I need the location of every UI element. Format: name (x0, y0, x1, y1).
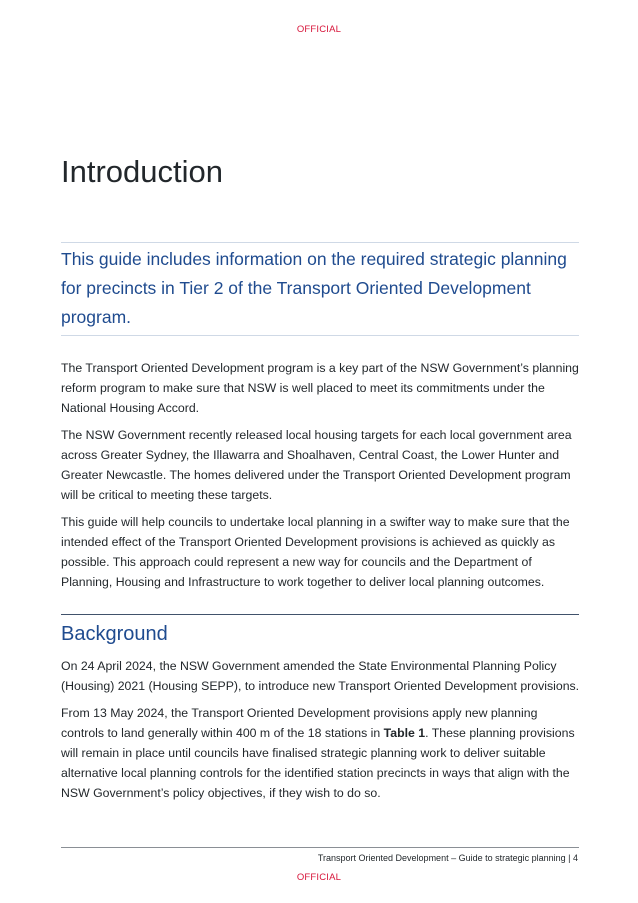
section-divider (61, 614, 579, 615)
background-heading: Background (61, 623, 168, 645)
background-section (61, 656, 581, 810)
lead-callout (61, 242, 579, 336)
lead-paragraph: This guide includes information on the required strategic planning for precincts in Tier 2 of the Transport Oriented Development program. (61, 249, 567, 327)
intro-paragraph-1: The Transport Oriented Development program is a key part of the NSW Government’s planning reform program to make sure that NSW is well placed to meet its commitments under the National Housing Accord. (61, 361, 579, 415)
classification-label-bottom: OFFICIAL (296, 872, 342, 883)
classification-label-top: OFFICIAL (296, 24, 342, 35)
background-paragraph-1: On 24 April 2024, the NSW Government amended the State Environmental Planning Policy (Housing) 2021 (Housing SEPP), to introduce new Transport Oriented Development provisions. (61, 659, 580, 693)
intro-section (61, 358, 581, 599)
page-title: Introduction (61, 154, 223, 189)
footer-page-info: Transport Oriented Development – Guide to strategic planning | 4 (317, 853, 578, 863)
background-paragraph-2-text-b: . These planning provisions will remain in place until councils have finalised strategic planning work to deliver suitable alternative local planning controls for the identified station precincts in ways that align with the NSW Government’s policy objectives, if they wish to do so. (61, 726, 575, 800)
background-paragraph-2 (61, 703, 581, 803)
intro-paragraph-2: The NSW Government recently released local housing targets for each local government area across Greater Sydney, the Illawarra and Shoalhaven, Central Coast, the Lower Hunter and Greater Newcastle. The homes delivered under the Transport Oriented Development program will be critical to meeting these targets. (61, 428, 572, 502)
intro-paragraph-3: This guide will help councils to undertake local planning in a swifter way to make sure that the intended effect of the Transport Oriented Development provisions is achieved as quickly as possible. This approach could represent a new way for councils and the Department of Planning, Housing and Infrastructure to work together to deliver local planning outcomes. (61, 515, 570, 589)
table-1-reference[interactable]: Table 1 (383, 726, 426, 740)
background-paragraph-2-text-a: From 13 May 2024, the Transport Oriented Development provisions apply new planning controls to land generally within 400 m of the 18 stations in (61, 706, 538, 740)
footer-divider (61, 847, 579, 848)
